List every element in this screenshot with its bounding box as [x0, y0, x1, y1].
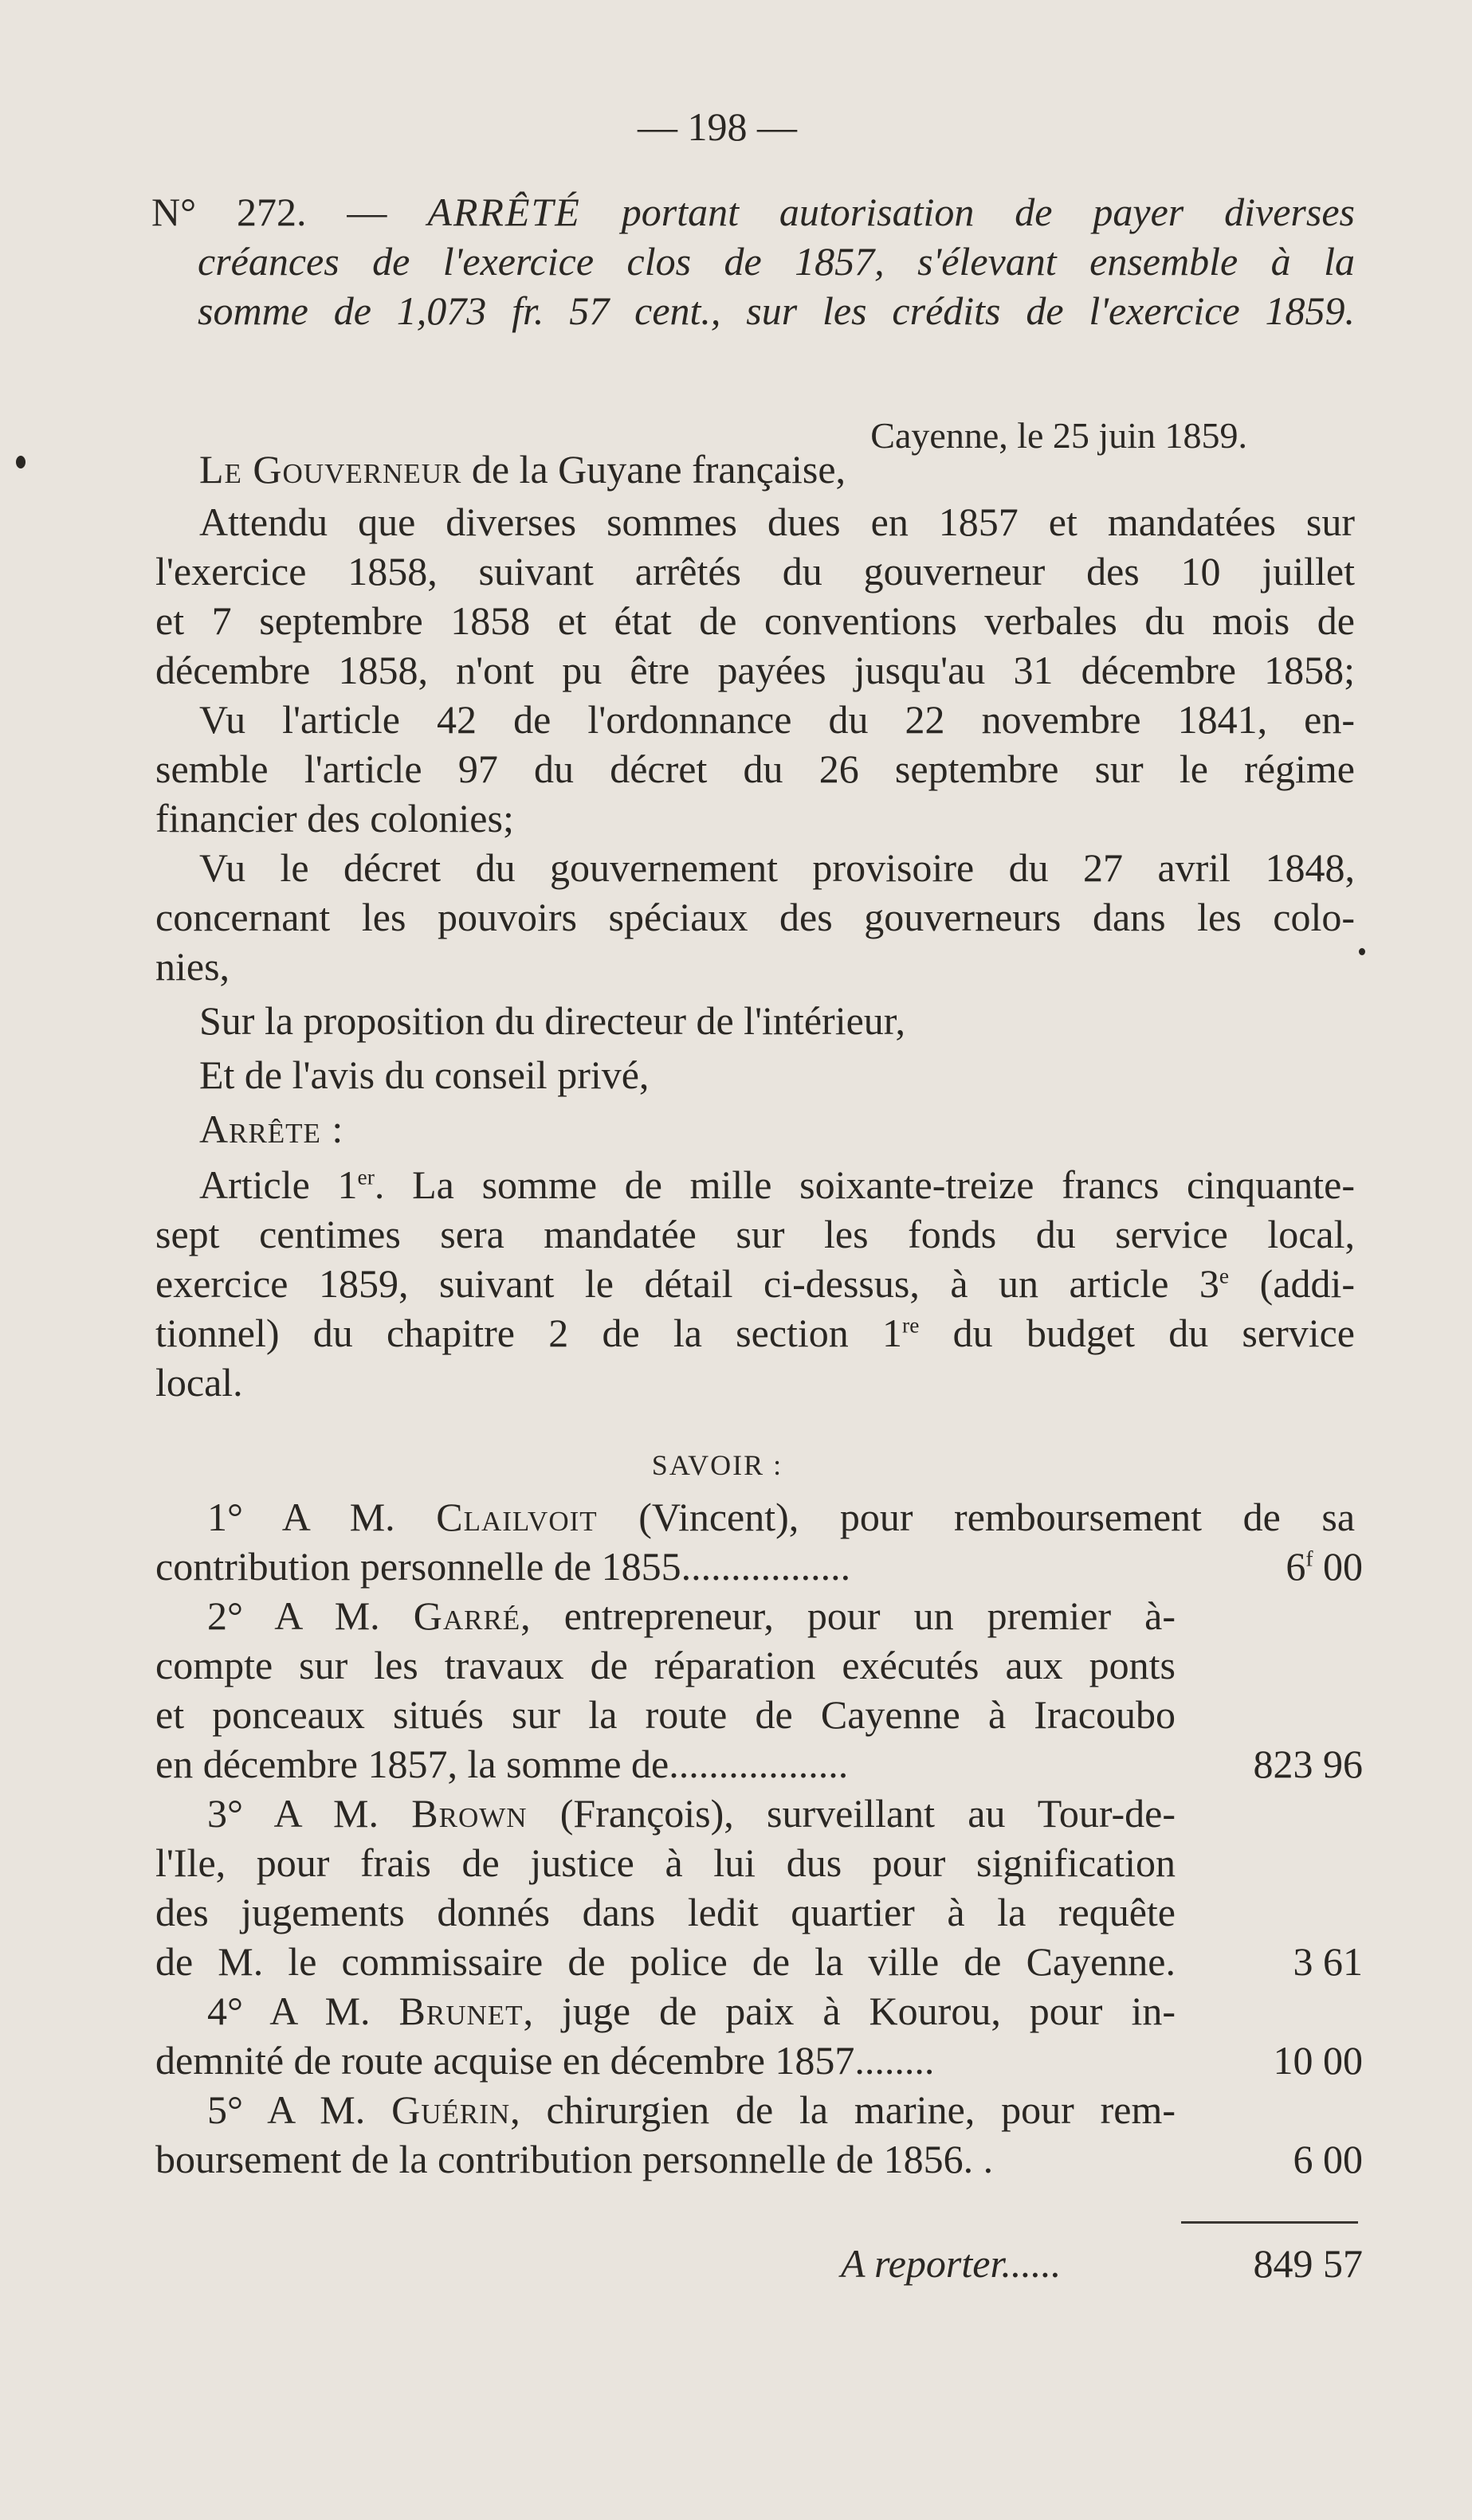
item-4-line-1: [207, 1986, 1176, 2036]
report-label: A reporter......: [841, 2241, 1062, 2286]
considerant-2-line-2: semble l'article 97 du décret du 26 septembre sur le régime: [155, 747, 1355, 791]
considerant-1-line-2: l'exercice 1858, suivant arrêtés du gouverneur des 10 juillet: [155, 549, 1355, 594]
considerant-3-line-3: nies,: [155, 944, 230, 989]
item-2-name: Garré: [413, 1593, 521, 1638]
considerant-1-line-1: Attendu que diverses sommes dues en 1857 et mandatées sur: [199, 500, 1355, 544]
item-1-amount-francs: 6: [1286, 1544, 1306, 1589]
intro-rest: de la Guyane française,: [471, 447, 846, 492]
proposition-line: Sur la proposition du directeur de l'intérieur,: [199, 998, 905, 1043]
item-2-rest: , entrepreneur, pour un premier à-: [520, 1593, 1176, 1638]
item-1-rest: (Vincent), pour remboursement de sa: [638, 1495, 1356, 1539]
item-5-line-1: [207, 2085, 1176, 2135]
item-2-line-2: compte sur les travaux de réparation exécutés aux ponts: [155, 1643, 1176, 1687]
considerant-2-line-3: financier des colonies;: [155, 796, 514, 841]
report-amount: 849 57: [1253, 2241, 1363, 2286]
heading-number: N° 272. —: [151, 190, 387, 234]
item-5-line-2: boursement de la contribution personnelle de 1856. .: [155, 2137, 994, 2181]
article-line-2: sept centimes sera mandatée sur les fonds du service local,: [155, 1212, 1355, 1256]
considerant-1-line-4: décembre 1858, n'ont pu être payées jusqu'au 31 décembre 1858;: [155, 648, 1355, 692]
avis-line: Et de l'avis du conseil privé,: [199, 1052, 650, 1097]
item-2-line-3: et ponceaux situés sur la route de Cayenne à Iracoubo: [155, 1692, 1176, 1737]
item-3-line-4: de M. le commissaire de police de la ville de Cayenne.: [155, 1939, 1176, 1984]
total-rule: [1181, 2221, 1358, 2224]
item-1-prefix: 1° A M.: [207, 1495, 395, 1539]
intro-smallcaps: Le Gouverneur: [199, 447, 462, 492]
item-4-amount: 10 00: [1273, 2038, 1363, 2083]
article-line-4-a: tionnel) du chapitre 2 de la section 1: [155, 1311, 903, 1355]
item-4-name: Brunet: [398, 1989, 524, 2033]
item-3-rest: (François), surveillant au Tour-de-: [559, 1791, 1176, 1836]
item-1-name: Clailvoit: [436, 1495, 598, 1539]
item-5-amount: 6 00: [1293, 2137, 1363, 2181]
article-line-5: local.: [155, 1360, 243, 1405]
heading-line-1: [151, 187, 1355, 237]
item-1-amount-cents: 00: [1313, 1544, 1363, 1589]
heading-title-word: ARRÊTÉ: [427, 190, 581, 234]
article-line-1: [199, 1160, 1355, 1210]
article-line-4: [155, 1308, 1355, 1358]
heading-line-2: créances de l'exercice clos de 1857, s'élevant ensemble à la: [198, 239, 1355, 284]
article-line-3-b: (addi-: [1229, 1261, 1356, 1306]
item-3-line-2: l'Ile, pour frais de justice à lui dus pour signification: [155, 1840, 1176, 1885]
place-date: Cayenne, le 25 juin 1859.: [870, 415, 1247, 456]
heading-line-3: somme de 1,073 fr. 57 cent., sur les crédits de l'exercice 1859.: [198, 288, 1355, 333]
page-number: — 198 —: [638, 104, 797, 149]
article-line-3-sup: e: [1219, 1263, 1230, 1288]
heading-line-1-rest: portant autorisation de payer diverses: [621, 190, 1355, 234]
arrete-line: Arrête :: [199, 1107, 344, 1151]
item-3-line-3: des jugements donnés dans ledit quartier à la requête: [155, 1890, 1176, 1934]
considerant-3-line-1: Vu le décret du gouvernement provisoire du 27 avril 1848,: [199, 845, 1355, 890]
item-2-prefix: 2° A M.: [207, 1593, 380, 1638]
item-1-line-1: [207, 1492, 1355, 1542]
considerant-2-line-1: Vu l'article 42 de l'ordonnance du 22 novembre 1841, en-: [199, 697, 1355, 742]
item-3-prefix: 3° A M.: [207, 1791, 379, 1836]
item-3-name: Brown: [411, 1791, 528, 1836]
item-2-amount: 823 96: [1253, 1742, 1363, 1786]
article-line-3-a: exercice 1859, suivant le détail ci-dessus, à un article 3: [155, 1261, 1219, 1306]
intro-line: [199, 445, 846, 495]
article-line-4-b: du budget du service: [919, 1311, 1355, 1355]
article-lead: Article 1: [199, 1162, 358, 1207]
considerant-3-line-2: concernant les pouvoirs spéciaux des gouverneurs dans les colo-: [155, 895, 1355, 939]
item-1-line-2: contribution personnelle de 1855.................: [155, 1544, 851, 1589]
item-5-name: Guérin: [391, 2087, 511, 2132]
item-4-prefix: 4° A M.: [207, 1989, 371, 2033]
margin-ink-mark: [16, 456, 26, 468]
article-line-4-sup: re: [902, 1312, 920, 1338]
item-3-amount: 3 61: [1293, 1939, 1363, 1984]
considerant-1-line-3: et 7 septembre 1858 et état de conventions verbales du mois de: [155, 598, 1355, 643]
article-lead-sup: er: [357, 1164, 375, 1189]
savoir-heading: SAVOIR :: [651, 1449, 783, 1481]
item-4-line-2: demnité de route acquise en décembre 1857........: [155, 2038, 935, 2083]
item-1-amount-sup: f: [1305, 1546, 1313, 1571]
item-5-rest: , chirurgien de la marine, pour rem-: [510, 2087, 1176, 2132]
margin-ink-speck: [1359, 948, 1365, 955]
item-1-amount: [1195, 1542, 1363, 1592]
item-2-line-1: [207, 1591, 1176, 1641]
article-line-3: [155, 1259, 1355, 1309]
item-5-prefix: 5° A M.: [207, 2087, 366, 2132]
item-2-line-4: en décembre 1857, la somme de..................: [155, 1742, 849, 1786]
item-3-line-1: [207, 1789, 1176, 1839]
item-4-rest: , juge de paix à Kourou, pour in-: [523, 1989, 1176, 2033]
article-line-1-rest: . La somme de mille soixante-treize francs cinquante-: [374, 1162, 1355, 1207]
